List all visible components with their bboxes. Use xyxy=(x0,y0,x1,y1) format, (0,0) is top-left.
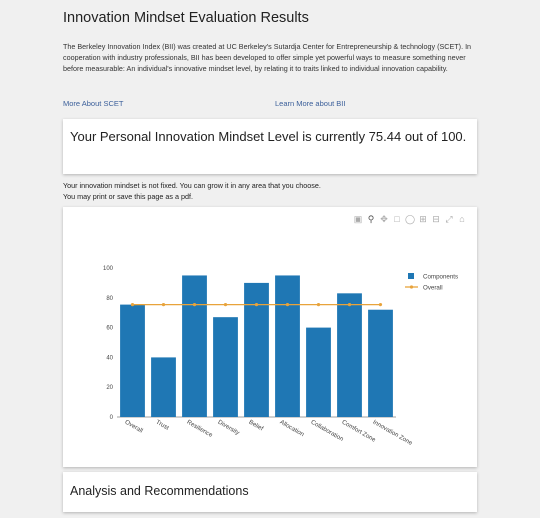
bar xyxy=(368,310,393,417)
print-note: You may print or save this page as a pdf. xyxy=(63,192,193,201)
x-tick-label: Comfort Zone xyxy=(340,418,377,444)
x-tick-label: Innovation Zone xyxy=(371,418,414,447)
legend-overall-marker xyxy=(410,285,413,288)
mindset-note: Your innovation mindset is not fixed. You can grow it in any area that you choose. xyxy=(63,181,321,190)
analysis-title: Analysis and Recommendations xyxy=(70,484,249,498)
x-tick-label: Belief xyxy=(247,418,265,433)
y-tick-label: 80 xyxy=(106,295,113,302)
bar xyxy=(306,328,331,417)
more-about-scet-link[interactable]: More About SCET xyxy=(63,99,124,108)
chart-card xyxy=(63,207,477,467)
overall-point xyxy=(224,303,227,306)
overall-point xyxy=(131,303,134,306)
overall-point xyxy=(348,303,351,306)
lasso-icon[interactable]: ◯ xyxy=(405,214,416,224)
mindset-level-text: Your Personal Innovation Mindset Level is currently 75.44 out of 100. xyxy=(70,129,467,144)
page-title: Innovation Mindset Evaluation Results xyxy=(63,10,309,26)
autoscale-icon[interactable]: ⤢ xyxy=(445,214,453,224)
bar xyxy=(151,357,176,417)
bar xyxy=(213,317,238,417)
zoom-in-icon[interactable]: ⊞ xyxy=(419,214,427,224)
overall-point xyxy=(193,303,196,306)
box-select-icon[interactable]: □ xyxy=(394,214,400,224)
camera-icon[interactable]: ▣ xyxy=(353,214,363,224)
y-tick-label: 0 xyxy=(109,415,113,421)
home-icon[interactable]: ⌂ xyxy=(459,214,465,224)
x-tick-label: Collaboration xyxy=(309,418,345,443)
y-tick-label: 100 xyxy=(102,266,113,272)
bar xyxy=(337,293,362,417)
overall-point xyxy=(379,303,382,306)
y-tick-label: 20 xyxy=(106,385,113,392)
x-tick-label: Allocation xyxy=(278,418,306,439)
pan-icon[interactable]: ✥ xyxy=(380,214,388,224)
bar xyxy=(182,275,207,417)
x-tick-label: Trust xyxy=(154,418,171,432)
mindset-level-card xyxy=(63,119,477,174)
x-tick-label: Diversity xyxy=(216,418,241,437)
bar xyxy=(275,275,300,417)
legend-components-swatch xyxy=(408,273,414,279)
x-tick-label: Resilience xyxy=(185,418,214,440)
overall-point xyxy=(255,303,258,306)
bar-chart xyxy=(63,207,477,467)
legend-components-label: Components xyxy=(423,273,459,281)
intro-description: The Berkeley Innovation Index (BII) was created at UC Berkeley's Sutardja Center for Entrepreneurship & technology (SCET). In cooperation with industry professionals, BII has been developed to offer simple yet powerful ways to measure something never before measurable: An individual's innovative mindset level, by relating it to traits linked to individual innovation capability. xyxy=(63,42,472,73)
zoom-out-icon[interactable]: ⊟ xyxy=(432,214,440,224)
overall-point xyxy=(286,303,289,306)
overall-point xyxy=(317,303,320,306)
y-tick-label: 60 xyxy=(106,325,113,332)
learn-more-bii-link[interactable]: Learn More about BII xyxy=(275,99,346,108)
overall-point xyxy=(162,303,165,306)
y-tick-label: 40 xyxy=(106,355,113,362)
x-tick-label: Overall xyxy=(123,418,144,435)
bar xyxy=(120,305,145,417)
zoom-icon[interactable]: ⚲ xyxy=(367,214,375,224)
analysis-card xyxy=(63,472,477,512)
legend-overall-label: Overall xyxy=(423,284,443,292)
